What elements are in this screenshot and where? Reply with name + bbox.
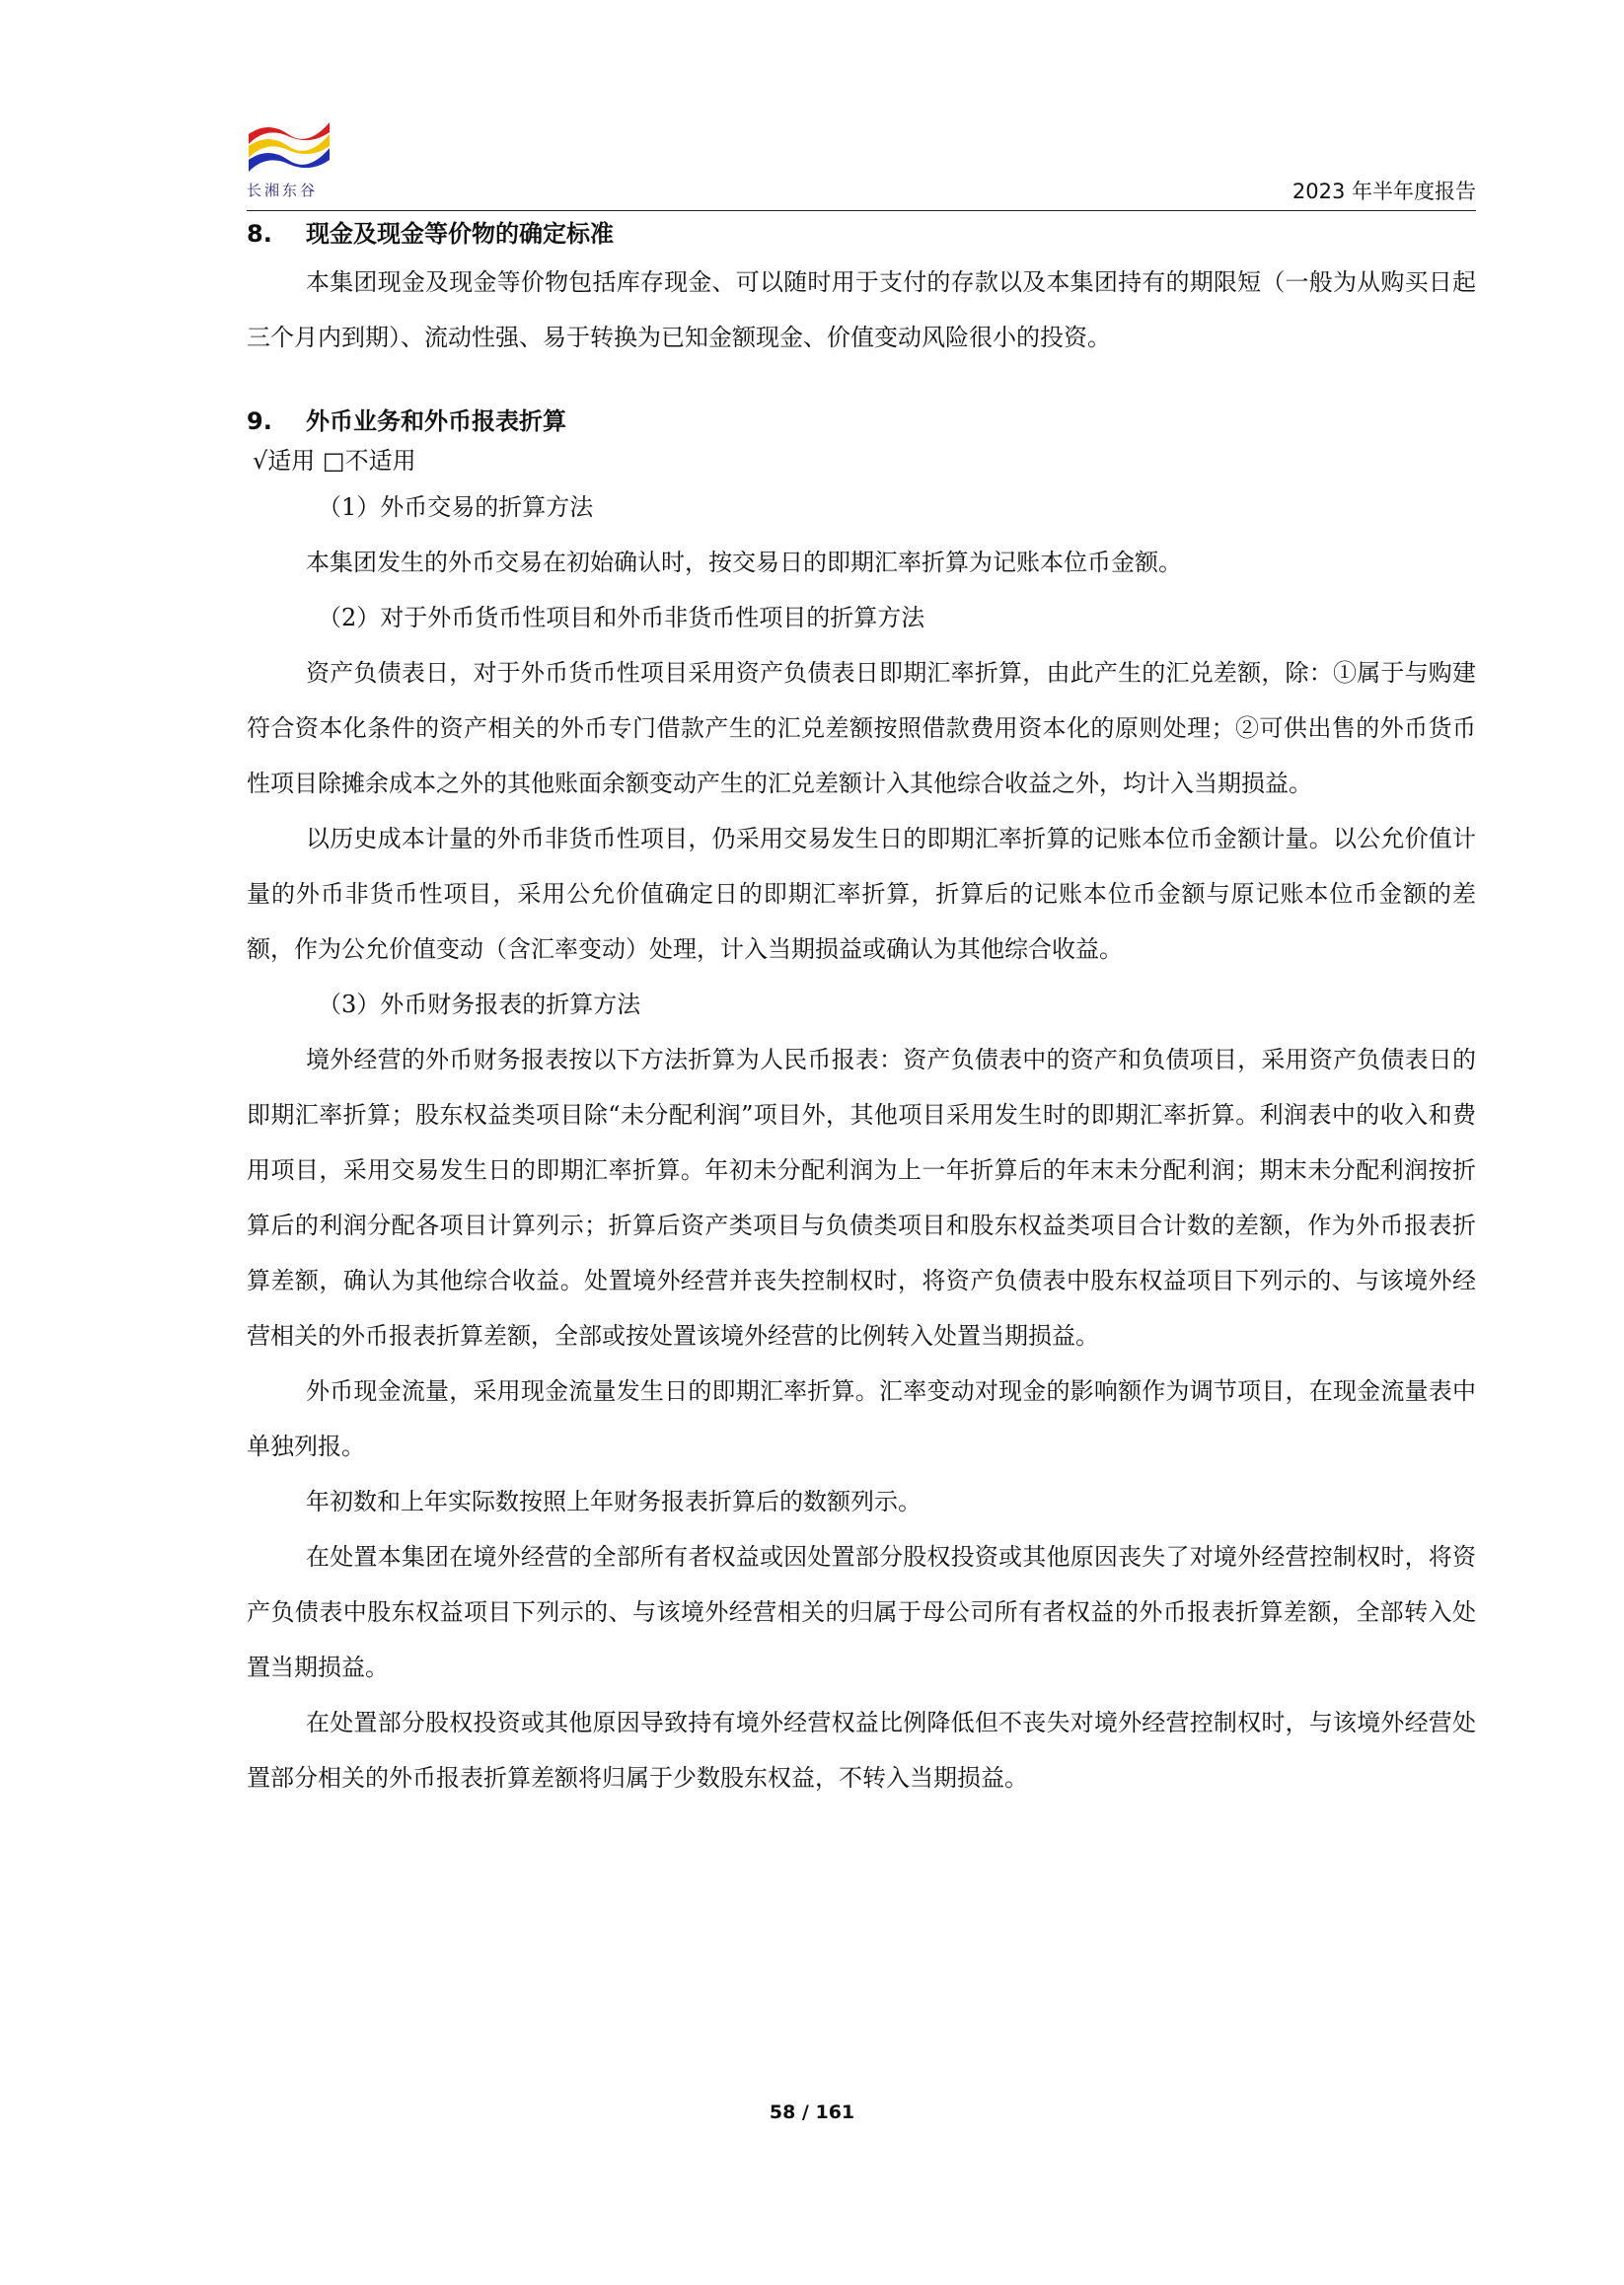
subsection-1-paragraph: 本集团发生的外币交易在初始确认时，按交易日的即期汇率折算为记账本位币金额。 bbox=[306, 549, 1182, 576]
document-body bbox=[247, 213, 1476, 1806]
logo-stripes-icon bbox=[247, 116, 332, 178]
section-9-title: 外币业务和外币报表折算 bbox=[306, 407, 566, 435]
section-8-title: 现金及现金等价物的确定标准 bbox=[306, 220, 614, 248]
subsection-2-paragraph: 资产负债表日，对于外币货币性项目采用资产负债表日即期汇率折算，由此产生的汇兑差额，除：①属于与购建符合资本化条件的资产相关的外币专门借款产生的汇兑差额按照借款费用资本化的原则处理；②可供出售的外币货币性项目除摊余成本之外的其他账面余额变动产生的汇兑差额计入其他综合收益之外，均计入当期损益。 bbox=[247, 659, 1476, 797]
logo-text: 长湘东谷 bbox=[247, 182, 319, 199]
subsection-3-paragraph: 在处置本集团在境外经营的全部所有者权益或因处置部分股权投资或其他原因丧失了对境外经营控制权时，将资产负债表中股东权益项目下列示的、与该境外经营相关的归属于母公司所有者权益的外币报表折算差额，全部转入处置当期损益。 bbox=[247, 1543, 1476, 1681]
section-gap bbox=[247, 365, 1476, 401]
section-9-heading bbox=[247, 401, 1476, 442]
subsection-3-paragraph: 年初数和上年实际数按照上年财务报表折算后的数额列示。 bbox=[306, 1488, 922, 1515]
report-title: 2023 年半年度报告 bbox=[1292, 180, 1476, 203]
subsection-3-paragraph: 外币现金流量，采用现金流量发生日的即期汇率折算。汇率变动对现金的影响额作为调节项目，在现金流量表中单独列报。 bbox=[247, 1377, 1476, 1460]
subsection-2-paragraph: 以历史成本计量的外币非货币性项目，仍采用交易发生日的即期汇率折算的记账本位币金额计量。以公允价值计量的外币非货币性项目，采用公允价值确定日的即期汇率折算，折算后的记账本位币金额与原记账本位币金额的差额，作为公允价值变动（含汇率变动）处理，计入当期损益或确认为其他综合收益。 bbox=[247, 825, 1476, 963]
applicability-checkbox-line: √适用 □不适用 bbox=[253, 447, 416, 475]
subsection-3-title: （3）外币财务报表的折算方法 bbox=[318, 991, 641, 1018]
section-9-number: 9. bbox=[247, 407, 272, 435]
subsection-2-title: （2）对于外币货币性项目和外币非货币性项目的折算方法 bbox=[318, 604, 925, 631]
header-divider bbox=[247, 210, 1476, 211]
section-8-number: 8. bbox=[247, 220, 272, 248]
section-8-paragraph: 本集团现金及现金等价物包括库存现金、可以随时用于支付的存款以及本集团持有的期限短（一般为从购买日起三个月内到期）、流动性强、易于转换为已知金额现金、价值变动风险很小的投资。 bbox=[247, 268, 1476, 351]
subsection-3-paragraph: 在处置部分股权投资或其他原因导致持有境外经营权益比例降低但不丧失对境外经营控制权时，与该境外经营处置部分相关的外币报表折算差额将归属于少数股东权益，不转入当期损益。 bbox=[247, 1709, 1476, 1792]
subsection-1-title: （1）外币交易的折算方法 bbox=[318, 493, 594, 521]
section-8-heading bbox=[247, 213, 1476, 255]
subsection-3-paragraph: 境外经营的外币财务报表按以下方法折算为人民币报表：资产负债表中的资产和负债项目，采用资产负债表日的即期汇率折算；股东权益类项目除“未分配利润”项目外，其他项目采用发生时的即期汇率折算。利润表中的收入和费用项目，采用交易发生日的即期汇率折算。年初未分配利润为上一年折算后的年末未分配利润；期末未分配利润按折算后的利润分配各项目计算列示；折算后资产类项目与负债类项目和股东权益类项目合计数的差额，作为外币报表折算差额，确认为其他综合收益。处置境外经营并丧失控制权时，将资产负债表中股东权益项目下列示的、与该境外经营相关的外币报表折算差额，全部或按处置该境外经营的比例转入处置当期损益。 bbox=[247, 1046, 1476, 1350]
company-logo bbox=[247, 116, 335, 200]
page-number: 58 / 161 bbox=[769, 2101, 855, 2123]
